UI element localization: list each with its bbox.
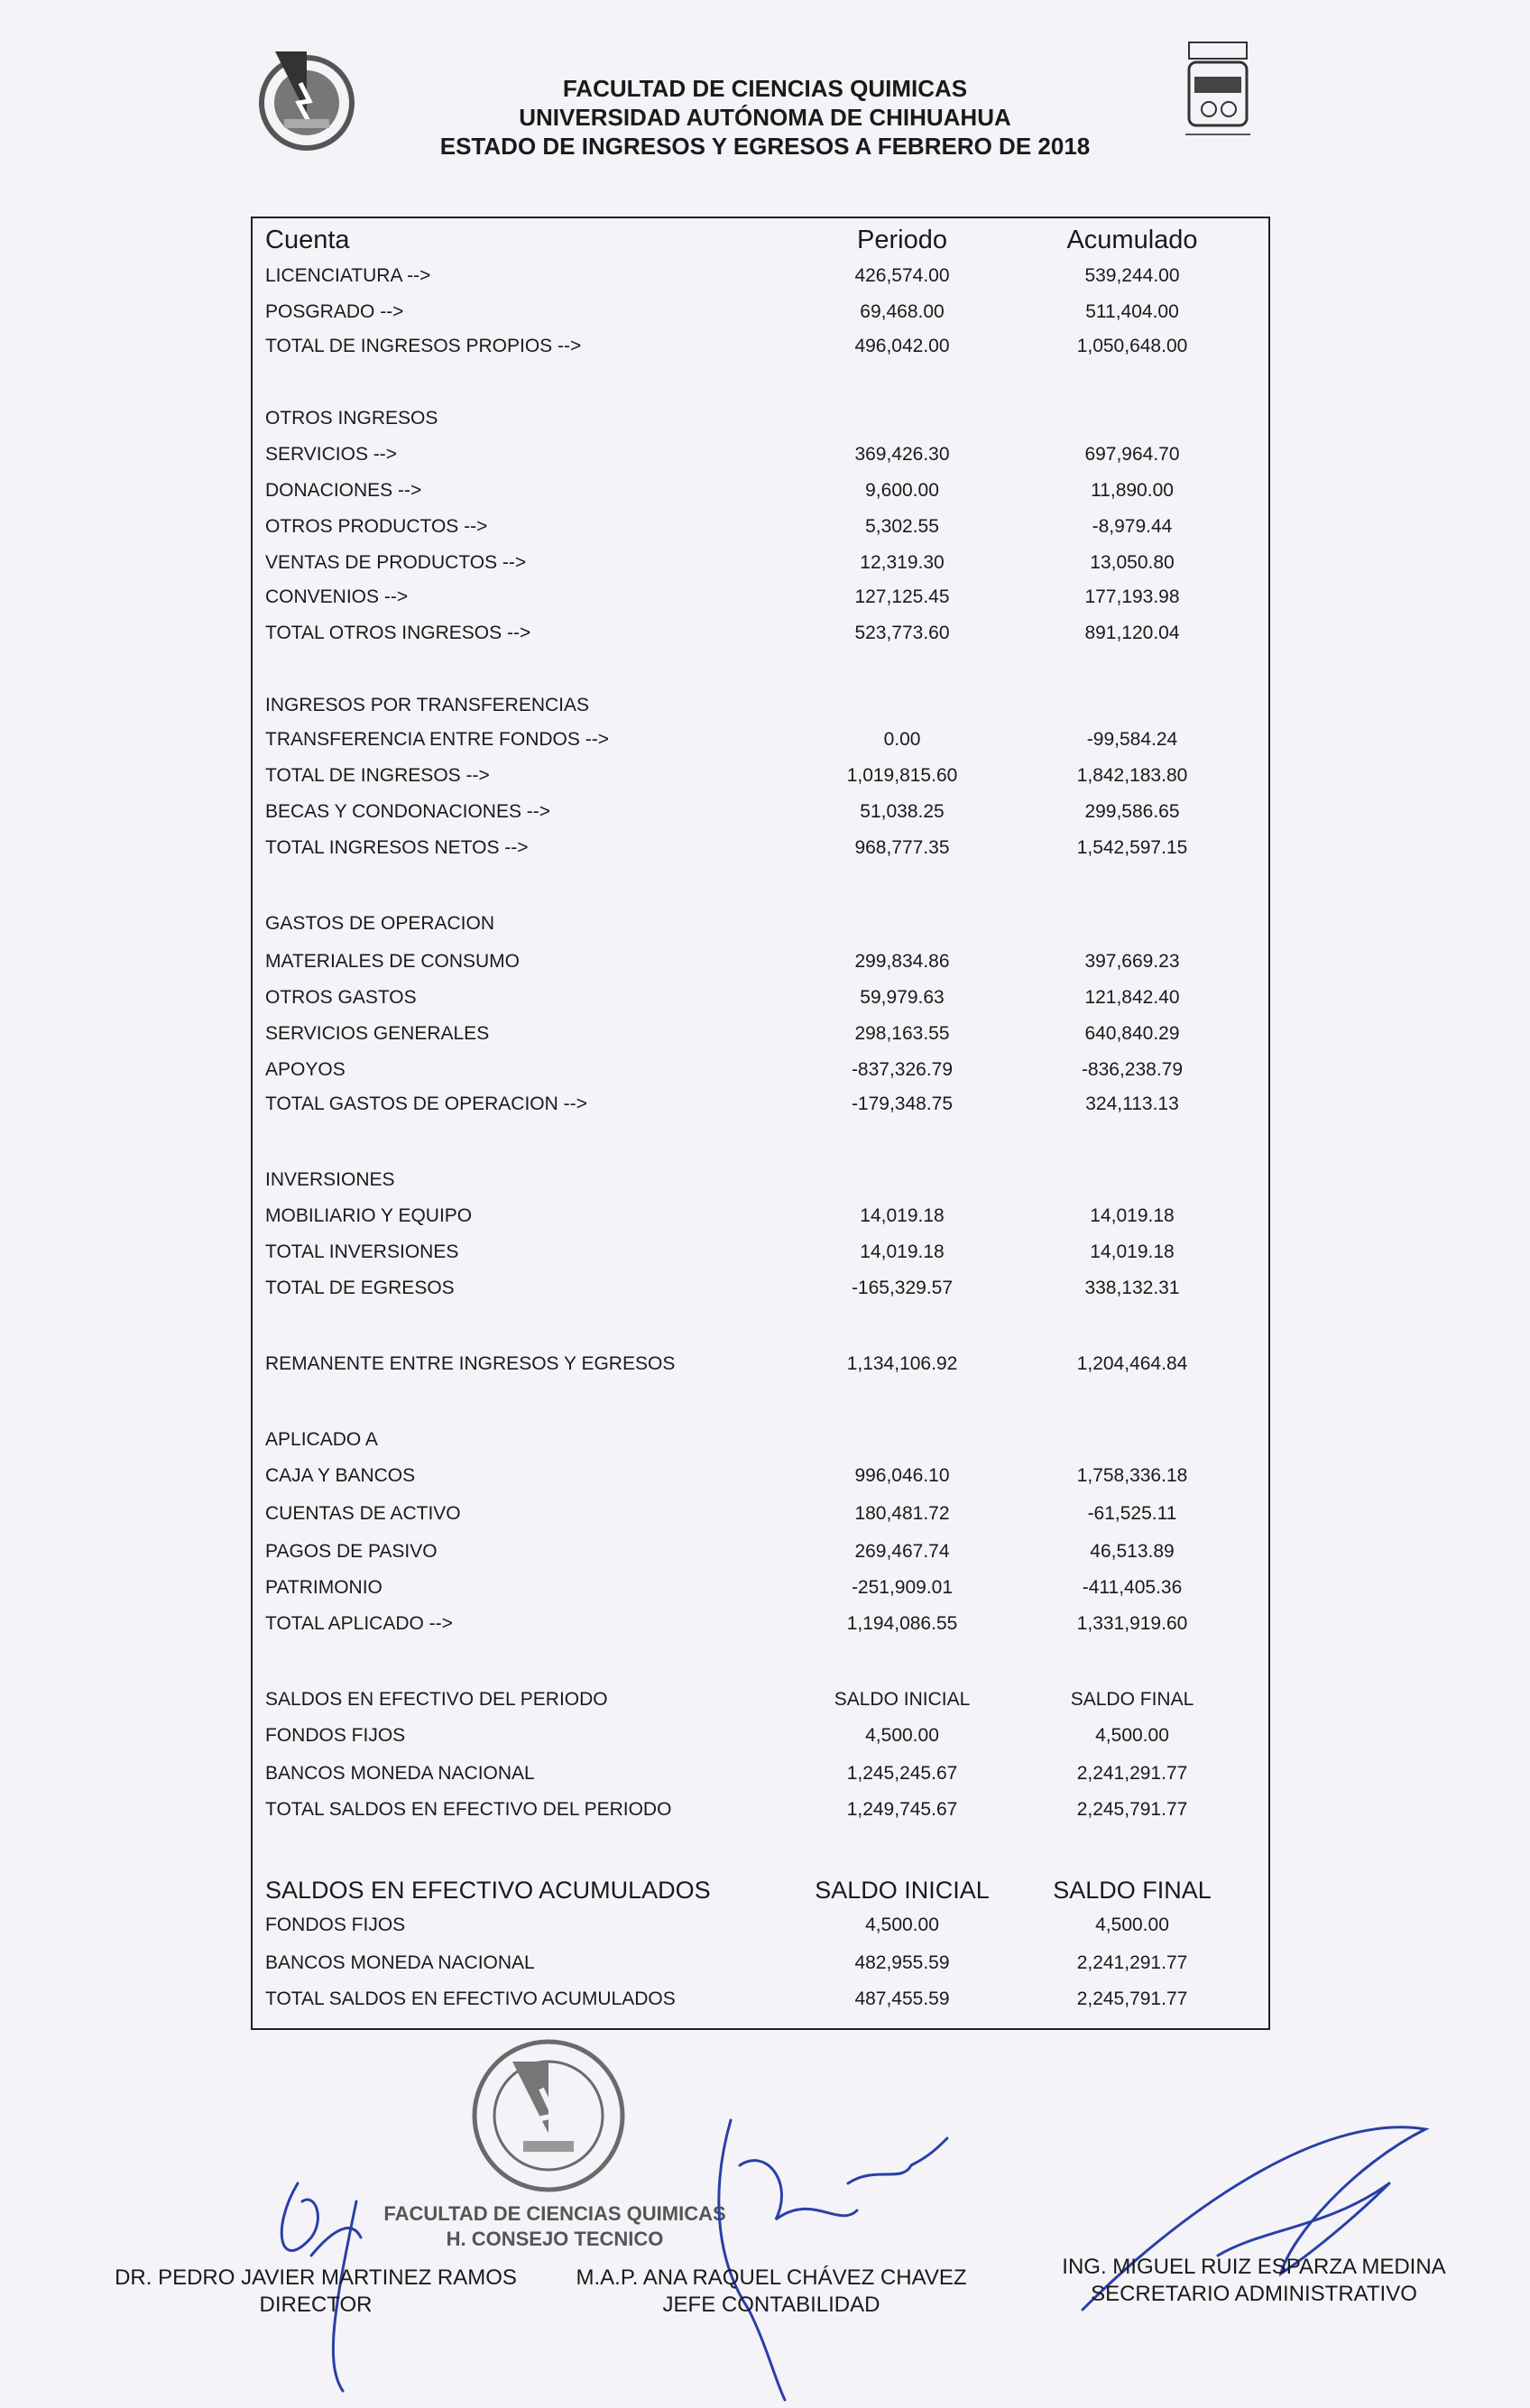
row-acumulado-value: 2,245,791.77 xyxy=(1076,1799,1188,1820)
row-periodo-value: 69,468.00 xyxy=(860,301,945,322)
signer-name: DR. PEDRO JAVIER MARTINEZ RAMOS xyxy=(115,2265,517,2290)
row-label: GASTOS DE OPERACION xyxy=(265,913,494,934)
table-row xyxy=(253,1725,1268,1756)
table-row xyxy=(253,1877,1268,1907)
row-label: TOTAL SALDOS EN EFECTIVO DEL PERIODO xyxy=(265,1799,672,1820)
table-row xyxy=(253,408,1268,438)
table-header-row xyxy=(253,226,1268,256)
financial-statement-table xyxy=(251,217,1270,2030)
column-header-periodo: Periodo xyxy=(857,226,947,254)
table-row xyxy=(253,1689,1268,1720)
row-label: TOTAL DE INGRESOS PROPIOS --> xyxy=(265,336,582,356)
column-header-acumulado: Acumulado xyxy=(1066,226,1198,254)
row-label: APLICADO A xyxy=(265,1429,378,1450)
table-row xyxy=(253,987,1268,1018)
row-label: LICENCIATURA --> xyxy=(265,265,431,286)
row-periodo-value: 299,834.86 xyxy=(854,951,950,972)
row-label: TOTAL DE EGRESOS xyxy=(265,1278,455,1298)
row-acumulado-value: 177,193.98 xyxy=(1084,586,1180,607)
row-label: MOBILIARIO Y EQUIPO xyxy=(265,1205,473,1226)
row-periodo-value: 127,125.45 xyxy=(854,586,950,607)
row-acumulado-value: 46,513.89 xyxy=(1090,1541,1175,1562)
row-acumulado-value: 640,840.29 xyxy=(1084,1023,1180,1044)
row-periodo-value: -165,329.57 xyxy=(851,1278,954,1298)
signer-title: SECRETARIO ADMINISTRATIVO xyxy=(1091,2282,1417,2306)
table-row xyxy=(253,913,1268,944)
row-acumulado-value: 2,241,291.77 xyxy=(1076,1763,1188,1784)
row-label: TOTAL SALDOS EN EFECTIVO ACUMULADOS xyxy=(265,1988,676,2009)
row-acumulado-value: 121,842.40 xyxy=(1084,987,1180,1008)
row-acumulado-value: 1,542,597.15 xyxy=(1076,837,1188,858)
row-label: PAGOS DE PASIVO xyxy=(265,1541,438,1562)
table-row xyxy=(253,1205,1268,1236)
row-periodo-value: 1,019,815.60 xyxy=(846,765,958,786)
row-label: DONACIONES --> xyxy=(265,480,422,501)
signer-title: JEFE CONTABILIDAD xyxy=(662,2293,880,2317)
council-line-2: H. CONSEJO TECNICO xyxy=(446,2228,664,2250)
row-label: SALDOS EN EFECTIVO ACUMULADOS xyxy=(265,1877,711,1904)
row-label: TOTAL APLICADO --> xyxy=(265,1613,453,1634)
table-row xyxy=(253,801,1268,832)
row-periodo-value: 1,134,106.92 xyxy=(846,1353,958,1374)
row-label: TRANSFERENCIA ENTRE FONDOS --> xyxy=(265,729,609,750)
row-periodo-value: 14,019.18 xyxy=(860,1241,945,1262)
row-acumulado-value: 511,404.00 xyxy=(1085,301,1179,322)
table-row xyxy=(253,765,1268,796)
table-row xyxy=(253,1799,1268,1830)
row-label: OTROS INGRESOS xyxy=(265,408,438,429)
row-periodo-value: 523,773.60 xyxy=(854,623,950,643)
row-acumulado-value: 11,890.00 xyxy=(1091,480,1174,501)
faculty-seal-stamp xyxy=(467,2034,630,2197)
row-label: BANCOS MONEDA NACIONAL xyxy=(265,1952,535,1973)
table-row xyxy=(253,265,1268,296)
row-periodo-value: -179,348.75 xyxy=(851,1093,954,1114)
row-periodo-value: SALDO INICIAL xyxy=(815,1877,990,1904)
table-row xyxy=(253,1093,1268,1124)
row-periodo-value: 0.00 xyxy=(883,729,921,750)
row-label: PATRIMONIO xyxy=(265,1577,382,1598)
row-label: APOYOS xyxy=(265,1059,346,1080)
table-row xyxy=(253,301,1268,332)
table-row xyxy=(253,1503,1268,1534)
header-line-1: FACULTAD DE CIENCIAS QUIMICAS xyxy=(562,75,968,102)
row-acumulado-value: 891,120.04 xyxy=(1084,623,1180,643)
document-header xyxy=(0,74,1530,161)
table-row xyxy=(253,623,1268,653)
council-line-1: FACULTAD DE CIENCIAS QUIMICAS xyxy=(383,2202,726,2225)
row-periodo-value: 1,249,745.67 xyxy=(846,1799,958,1820)
row-acumulado-value: 14,019.18 xyxy=(1090,1241,1175,1262)
row-label: BECAS Y CONDONACIONES --> xyxy=(265,801,551,822)
row-acumulado-value: -61,525.11 xyxy=(1087,1503,1177,1524)
row-label: TOTAL DE INGRESOS --> xyxy=(265,765,490,786)
row-label: OTROS GASTOS xyxy=(265,987,417,1008)
table-row xyxy=(253,552,1268,583)
row-acumulado-value: 697,964.70 xyxy=(1084,444,1180,465)
table-row xyxy=(253,1241,1268,1272)
row-acumulado-value: 1,842,183.80 xyxy=(1076,765,1188,786)
table-row xyxy=(253,516,1268,547)
row-periodo-value: 298,163.55 xyxy=(854,1023,950,1044)
row-acumulado-value: 2,241,291.77 xyxy=(1076,1952,1188,1973)
row-label: REMANENTE ENTRE INGRESOS Y EGRESOS xyxy=(265,1353,676,1374)
row-acumulado-value: 299,586.65 xyxy=(1084,801,1180,822)
row-periodo-value: 9,600.00 xyxy=(865,480,939,501)
row-label: TOTAL INVERSIONES xyxy=(265,1241,459,1262)
table-row xyxy=(253,1541,1268,1572)
row-periodo-value: 180,481.72 xyxy=(854,1503,950,1524)
column-header-cuenta: Cuenta xyxy=(265,226,350,254)
row-label: CUENTAS DE ACTIVO xyxy=(265,1503,461,1524)
table-row xyxy=(253,1613,1268,1644)
row-periodo-value: 4,500.00 xyxy=(865,1725,939,1746)
row-periodo-value: 487,455.59 xyxy=(854,1988,950,2009)
signer-name: ING. MIGUEL RUIZ ESPARZA MEDINA xyxy=(1062,2255,1446,2279)
row-periodo-value: SALDO INICIAL xyxy=(834,1689,971,1710)
row-acumulado-value: 13,050.80 xyxy=(1090,552,1175,573)
row-periodo-value: 1,245,245.67 xyxy=(846,1763,958,1784)
table-row xyxy=(253,1169,1268,1200)
row-label: FONDOS FIJOS xyxy=(265,1725,406,1746)
row-acumulado-value: SALDO FINAL xyxy=(1070,1689,1194,1710)
row-acumulado-value: 1,758,336.18 xyxy=(1076,1465,1188,1486)
signature-director xyxy=(99,2265,532,2319)
row-acumulado-value: -8,979.44 xyxy=(1092,516,1173,537)
row-periodo-value: 426,574.00 xyxy=(854,265,950,286)
row-periodo-value: 4,500.00 xyxy=(865,1914,939,1935)
table-row xyxy=(253,729,1268,760)
table-row xyxy=(253,1952,1268,1983)
row-label: TOTAL GASTOS DE OPERACION --> xyxy=(265,1093,587,1114)
table-row xyxy=(253,336,1268,366)
row-acumulado-value: 2,245,791.77 xyxy=(1076,1988,1188,2009)
table-row xyxy=(253,1465,1268,1496)
row-acumulado-value: 14,019.18 xyxy=(1090,1205,1175,1226)
signature-secretary xyxy=(1037,2254,1470,2308)
row-label: SERVICIOS GENERALES xyxy=(265,1023,490,1044)
table-row xyxy=(253,1763,1268,1794)
row-label: BANCOS MONEDA NACIONAL xyxy=(265,1763,535,1784)
row-label: TOTAL OTROS INGRESOS --> xyxy=(265,623,531,643)
row-acumulado-value: 338,132.31 xyxy=(1084,1278,1180,1298)
row-periodo-value: 12,319.30 xyxy=(860,552,945,573)
row-acumulado-value: 4,500.00 xyxy=(1095,1914,1169,1935)
row-periodo-value: 482,955.59 xyxy=(854,1952,950,1973)
row-periodo-value: 51,038.25 xyxy=(860,801,945,822)
row-label: TOTAL INGRESOS NETOS --> xyxy=(265,837,529,858)
row-label: CONVENIOS --> xyxy=(265,586,409,607)
table-row xyxy=(253,1023,1268,1054)
row-periodo-value: 968,777.35 xyxy=(854,837,950,858)
table-row xyxy=(253,586,1268,617)
row-label: POSGRADO --> xyxy=(265,301,404,322)
row-acumulado-value: SALDO FINAL xyxy=(1053,1877,1212,1904)
row-acumulado-value: 539,244.00 xyxy=(1084,265,1180,286)
table-row xyxy=(253,1988,1268,2019)
table-row xyxy=(253,837,1268,868)
row-periodo-value: 369,426.30 xyxy=(854,444,950,465)
row-periodo-value: 59,979.63 xyxy=(860,987,945,1008)
table-row xyxy=(253,1914,1268,1945)
header-line-2: UNIVERSIDAD AUTÓNOMA DE CHIHUAHUA xyxy=(519,104,1011,131)
row-label: MATERIALES DE CONSUMO xyxy=(265,951,520,972)
row-acumulado-value: 1,204,464.84 xyxy=(1076,1353,1188,1374)
row-acumulado-value: 1,050,648.00 xyxy=(1076,336,1188,356)
row-periodo-value: 5,302.55 xyxy=(865,516,939,537)
row-periodo-value: 1,194,086.55 xyxy=(846,1613,958,1634)
table-row xyxy=(253,951,1268,982)
row-acumulado-value: -99,584.24 xyxy=(1086,729,1178,750)
row-label: FONDOS FIJOS xyxy=(265,1914,406,1935)
row-label: SALDOS EN EFECTIVO DEL PERIODO xyxy=(265,1689,608,1710)
table-row xyxy=(253,444,1268,475)
table-row xyxy=(253,1577,1268,1608)
row-acumulado-value: 397,669.23 xyxy=(1084,951,1180,972)
row-periodo-value: 996,046.10 xyxy=(854,1465,950,1486)
table-row xyxy=(253,480,1268,511)
council-stamp-text xyxy=(374,2201,735,2252)
row-label: INGRESOS POR TRANSFERENCIAS xyxy=(265,695,590,715)
signer-name: M.A.P. ANA RAQUEL CHÁVEZ CHAVEZ xyxy=(576,2265,967,2290)
row-label: SERVICIOS --> xyxy=(265,444,398,465)
table-row xyxy=(253,695,1268,725)
row-label: INVERSIONES xyxy=(265,1169,395,1190)
row-acumulado-value: -836,238.79 xyxy=(1081,1059,1184,1080)
header-line-3: ESTADO DE INGRESOS Y EGRESOS A FEBRERO DE 2018 xyxy=(439,133,1091,160)
row-acumulado-value: -411,405.36 xyxy=(1082,1577,1183,1598)
table-row xyxy=(253,1278,1268,1308)
row-periodo-value: 496,042.00 xyxy=(854,336,950,356)
table-row xyxy=(253,1059,1268,1090)
row-periodo-value: -251,909.01 xyxy=(851,1577,954,1598)
row-periodo-value: -837,326.79 xyxy=(851,1059,954,1080)
table-row xyxy=(253,1353,1268,1384)
row-acumulado-value: 4,500.00 xyxy=(1095,1725,1169,1746)
row-label: OTROS PRODUCTOS --> xyxy=(265,516,488,537)
row-acumulado-value: 1,331,919.60 xyxy=(1076,1613,1188,1634)
row-label: CAJA Y BANCOS xyxy=(265,1465,416,1486)
row-periodo-value: 14,019.18 xyxy=(860,1205,945,1226)
signer-title: DIRECTOR xyxy=(259,2293,373,2317)
signature-accounting xyxy=(555,2265,988,2319)
table-row xyxy=(253,1429,1268,1460)
row-acumulado-value: 324,113.13 xyxy=(1085,1093,1179,1114)
row-label: VENTAS DE PRODUCTOS --> xyxy=(265,552,527,573)
row-periodo-value: 269,467.74 xyxy=(854,1541,950,1562)
